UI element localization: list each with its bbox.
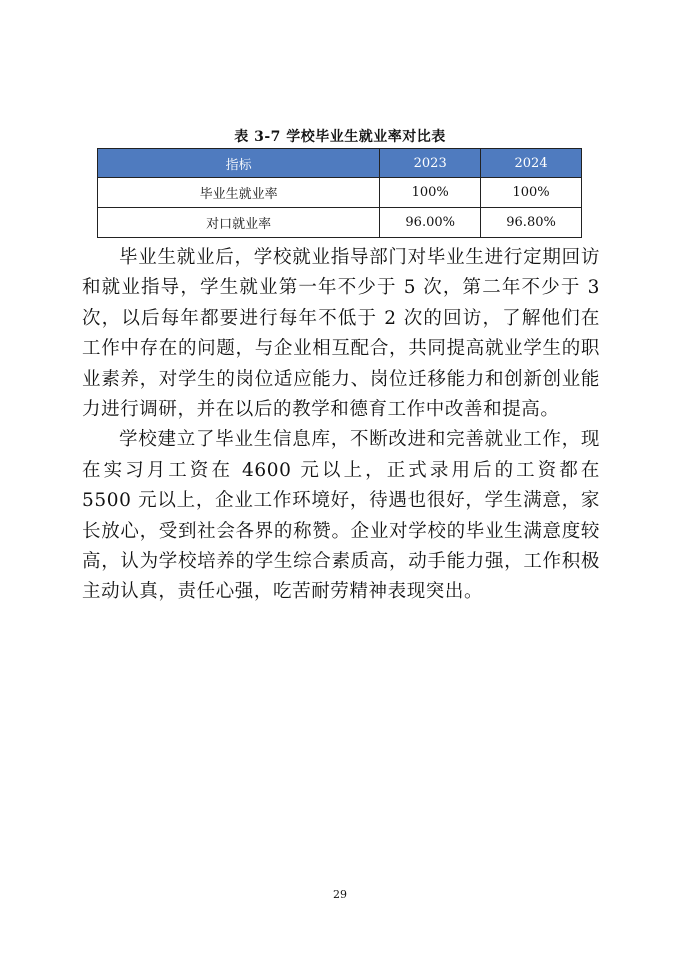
table-cell-2024: 100% xyxy=(481,178,582,208)
table-cell-2023: 96.00% xyxy=(380,208,481,238)
table-cell-indicator: 毕业生就业率 xyxy=(98,178,380,208)
paragraph-graduate-database: 学校建立了毕业生信息库，不断改进和完善就业工作，现在实习月工资在 4600 元以上，正式录用后的工资都在 5500 元以上，企业工作环境好，待遇也很好，学生满意，家长放心，受到社会各界的称赞。企业对学校的毕业生满意度较高，认为学校培养的学生综合素质高，动手能力强，工作积极主动认真，责任心强，吃苦耐劳精神表现突出。 xyxy=(82,429,600,603)
column-header-indicator: 指标 xyxy=(98,149,380,178)
column-header-2024: 2024 xyxy=(481,149,582,178)
table-cell-2024: 96.80% xyxy=(481,208,582,238)
body-text xyxy=(82,243,600,608)
table-row xyxy=(98,178,582,208)
column-header-2023: 2023 xyxy=(380,149,481,178)
table-cell-2023: 100% xyxy=(380,178,481,208)
table-row xyxy=(98,208,582,238)
table-caption: 表 3-7 学校毕业生就业率对比表 xyxy=(234,129,446,145)
table-header-row xyxy=(98,149,582,178)
paragraph-follow-up: 毕业生就业后，学校就业指导部门对毕业生进行定期回访和就业指导，学生就业第一年不少于 5 次，第二年不少于 3 次，以后每年都要进行每年不低于 2 次的回访，了解他们在工作中存在的问题，与企业相互配合，共同提高就业学生的职业素养，对学生的岗位适应能力、岗位迁移能力和创新创业能力进行调研，并在以后的教学和德育工作中改善和提高。 xyxy=(82,247,600,421)
employment-rate-table xyxy=(97,148,582,238)
table-cell-indicator: 对口就业率 xyxy=(98,208,380,238)
page-number: 29 xyxy=(333,888,347,901)
